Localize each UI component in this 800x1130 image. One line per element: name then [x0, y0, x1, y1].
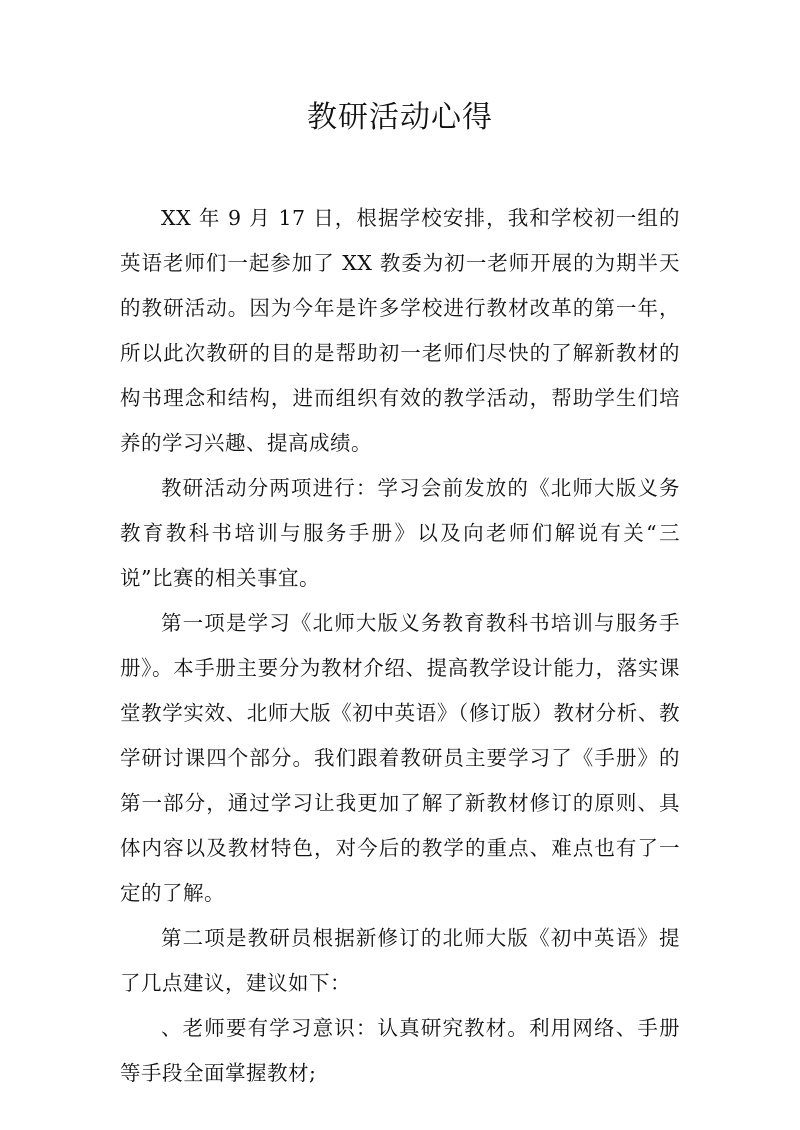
document-body	[120, 196, 680, 1096]
paragraph-3: 第一项是学习《北师大版义务教育教科书培训与服务手册》。本手册主要分为教材介绍、提高教学设计能力，落实课堂教学实效、北师大版《初中英语》（修订版）教材分析、教学研讨课四个部分。我们跟着教研员主要学习了《手册》的第一部分，通过学习让我更加了解了新教材修订的原则、具体内容以及教材特色，对今后的教学的重点、难点也有了一定的了解。	[120, 611, 680, 905]
paragraph-5: 、老师要有学习意识：认真研究教材。利用网络、手册等手段全面掌握教材;	[120, 1016, 680, 1085]
paragraph-2: 教研活动分两项进行：学习会前发放的《北师大版义务教育教科书培训与服务手册》以及向老师们解说有关“三说”比赛的相关事宜。	[120, 476, 680, 590]
paragraph-1: XX 年 9 月 17 日，根据学校安排，我和学校初一组的英语老师们一起参加了 XX 教委为初一老师开展的为期半天的教研活动。因为今年是许多学校进行教材改革的第一年，所以此次教研的目的是帮助初一老师们尽快的了解新教材的构书理念和结构，进而组织有效的教学活动，帮助学生们培养的学习兴趣、提高成绩。	[120, 206, 680, 455]
paragraph-4: 第二项是教研员根据新修订的北师大版《初中英语》提了几点建议，建议如下：	[120, 926, 680, 995]
document-title: 教研活动心得	[307, 100, 493, 135]
